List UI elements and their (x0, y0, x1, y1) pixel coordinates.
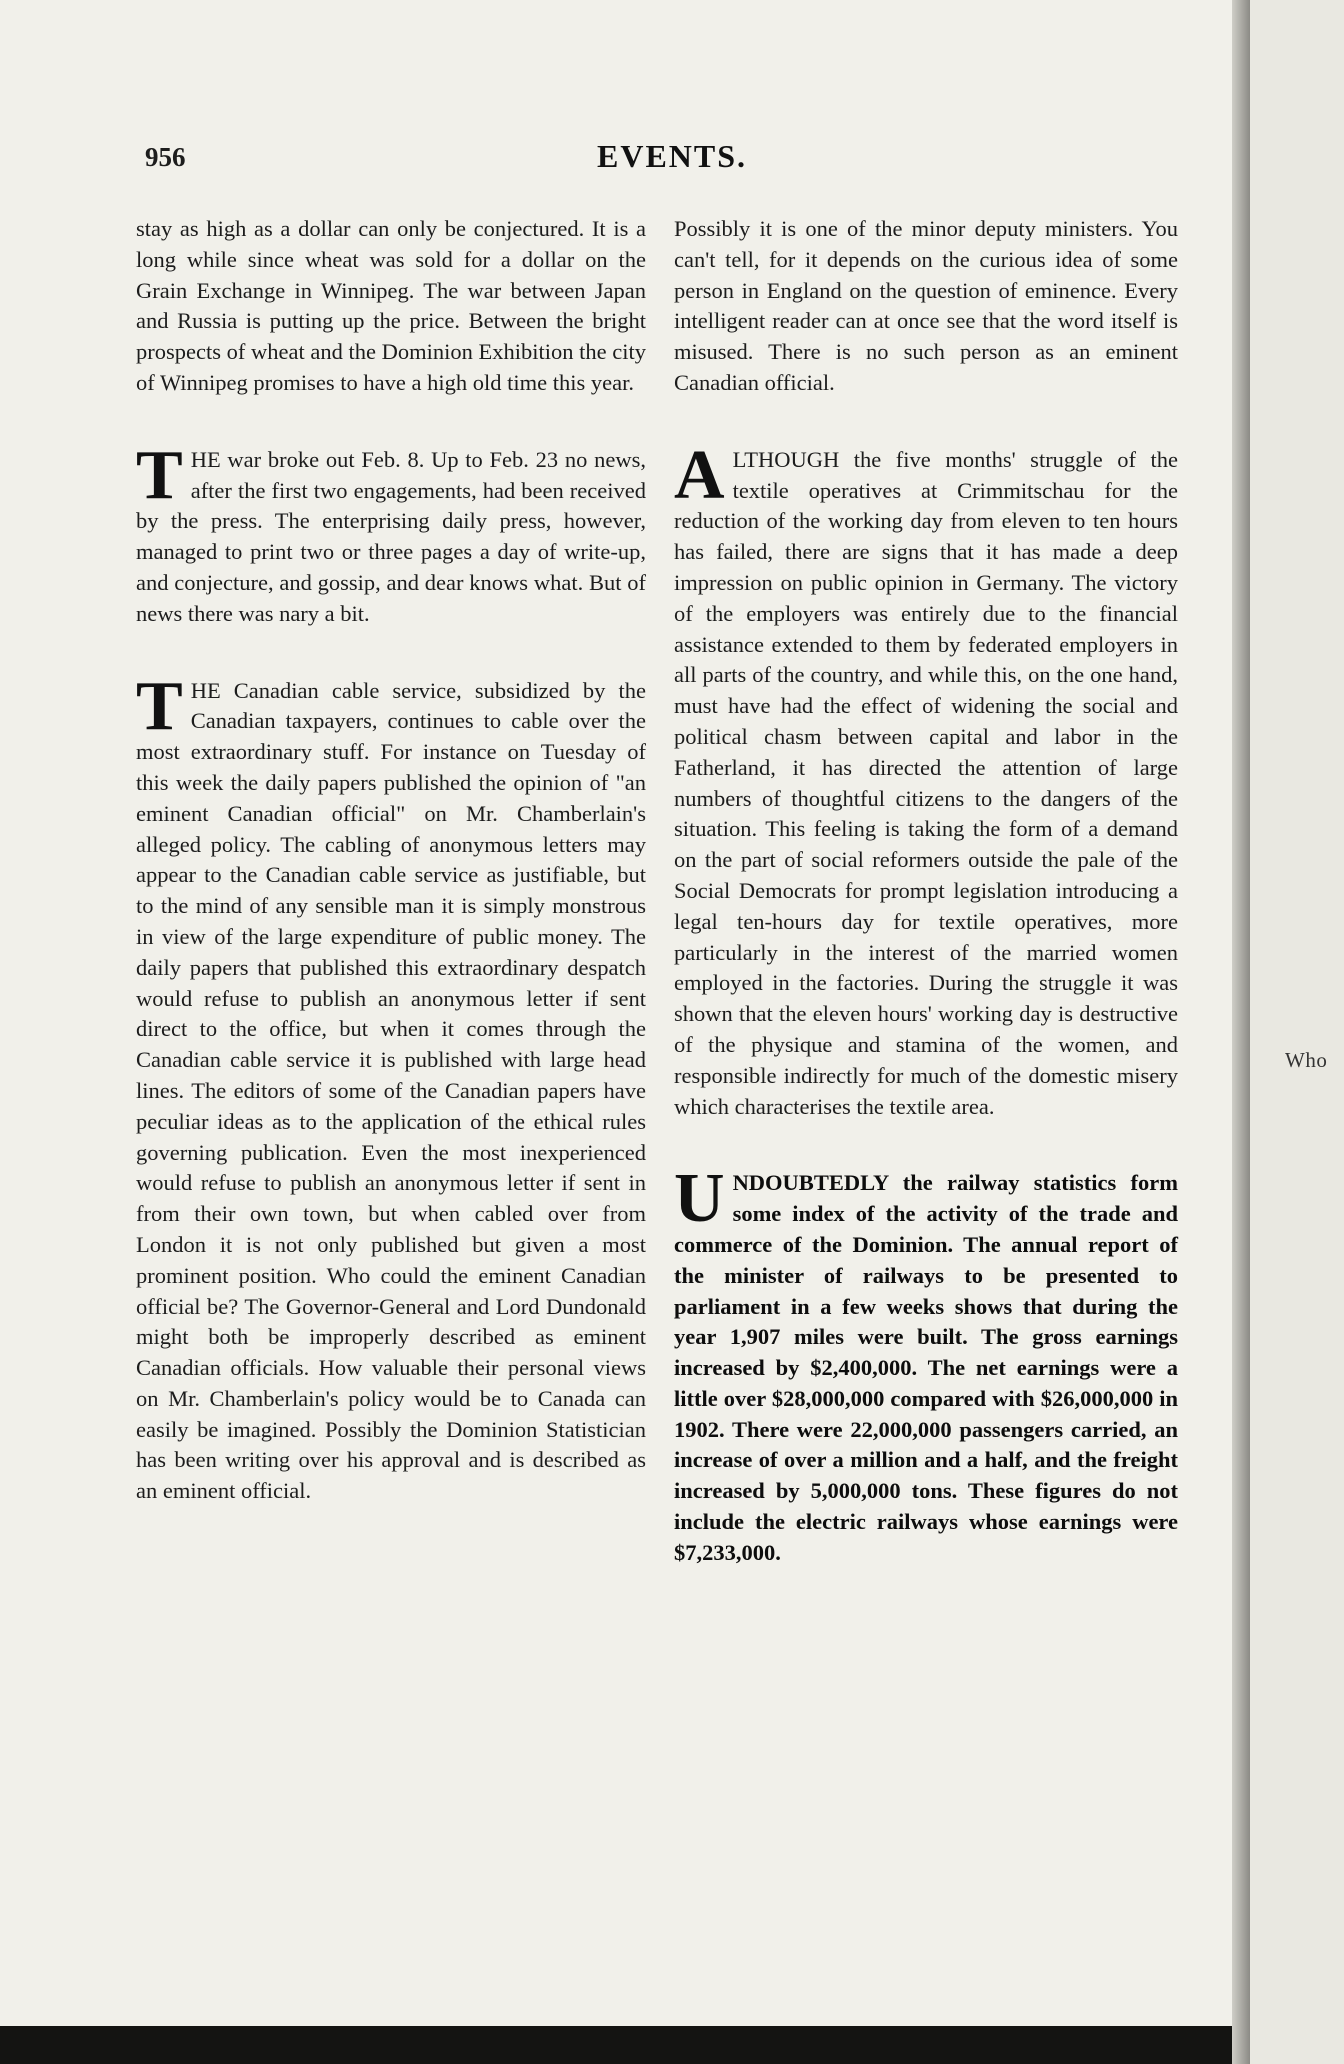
page-edge-shadow (1232, 0, 1250, 2064)
page-number: 956 (145, 142, 186, 172)
scan-bottom-border (0, 2026, 1232, 2064)
paragraph-text: stay as high as a dollar can only be conjectured. It is a long while since wheat was sold for a dollar on the Grain Exchange in Winnipeg. The war between Japan and Russia is putting up the price. Between the bright prospects of wheat and the Dominion Exhibition the city of Winnipeg promises to have a high old time this year. (136, 216, 646, 395)
paragraph-text: Possibly it is one of the minor deputy ministers. You can't tell, for it depends on the curious idea of some person in England on the question of eminence. Every intelligent reader can at once see that the word itself is misused. There is no such person as an eminent Canadian official. (674, 216, 1178, 395)
paragraph-war-news (136, 436, 646, 630)
drop-cap: T (136, 667, 183, 745)
paragraph-railway-statistics (674, 1160, 1178, 1568)
paragraph-text: HE Canadian cable service, subsidized by the Canadian taxpayers, continues to cable over the most extraordinary stuff. For instance on Tuesday of this week the daily papers published the opinion of "an eminent Canadian official" on Mr. Chamberlain's alleged policy. The cabling of anonymous letters may appear to the Canadian cable service as justifiable, but to the mind of any sensible man it is simply monstrous in view of the large expenditure of public money. The daily papers that published this extraordinary despatch would refuse to publish an anonymous letter if sent direct to the office, but when it comes through the Canadian cable service it is published with large head lines. The editors of some of the Canadian papers have peculiar ideas as to the application of the ethical rules governing publication. Even the most inexperienced would refuse to publish an anonymous letter if sent in from their own town, but when cabled over from London it is not only published but given a most prominent position. Who could the eminent Canadian official be? The Governor-General and Lord Dundonald might both be improperly described as eminent Canadian officials. How valuable their personal views on Mr. Chamberlain's policy would be to Canada can easily be imagined. Possibly the Dominion Statistician has been writing over his approval and is described as an eminent official. (136, 677, 646, 1504)
paragraph-text: HE war broke out Feb. 8. Up to Feb. 23 no news, after the first two engagements, had been received by the press. The enterprising daily press, however, managed to print two or three pages a day of write-up, and conjecture, and gossip, and dear knows what. But of news there was nary a bit. (136, 446, 646, 626)
paragraph-eminence-continuation (674, 214, 1178, 399)
facing-page-fragment: Who (1285, 1048, 1328, 1072)
drop-cap: T (136, 436, 183, 514)
page-header (145, 138, 748, 182)
drop-cap: U (674, 1160, 725, 1238)
paragraph-text: NDOUBTEDLY the railway statistics form some index of the activity of the trade and commerce of the Dominion. The annual report of the minister of railways to be presented to parliament in a few weeks shows that during the year 1,907 miles were built. The gross earnings increased by $2,400,000. The net earnings were a little over $28,000,000 compared with $26,000,000 in 1902. There were 22,000,000 passengers carried, an increase of over a million and a half, and the freight increased by 5,000,000 tons. These figures do not include the electric railways whose earnings were $7,233,000. (674, 1170, 1178, 1565)
left-column (136, 214, 646, 1507)
drop-cap: A (674, 436, 725, 514)
facing-page (1250, 0, 1344, 2064)
paragraph-textile-strike (674, 436, 1178, 1123)
paragraph-text: LTHOUGH the five months' struggle of the textile operatives at Crimmitschau for the reduction of the working day from eleven to ten hours has failed, there are signs that it has made a deep impression on public opinion in Germany. The victory of the employers was entirely due to the financial assistance extended to them by federated employers in all parts of the country, and while this, on the one hand, must have had the effect of widening the social and political chasm between capital and labor in the Fatherland, it has directed the attention of large numbers of thoughtful citizens to the dangers of the situation. This feeling is taking the form of a demand on the part of social reformers outside the pale of the Social Democrats for prompt legislation introducing a legal ten-hours day for textile operatives, more particularly in the interest of the married women employed in the factories. During the struggle it was shown that the eleven hours' working day is destructive of the physique and stamina of the women, and responsible indirectly for much of the domestic misery which characterises the textile area. (674, 446, 1178, 1119)
right-column (674, 214, 1178, 1569)
paragraph-cable-service (136, 667, 646, 1508)
paragraph-wheat-continuation (136, 214, 646, 399)
running-head: EVENTS. (597, 138, 748, 174)
